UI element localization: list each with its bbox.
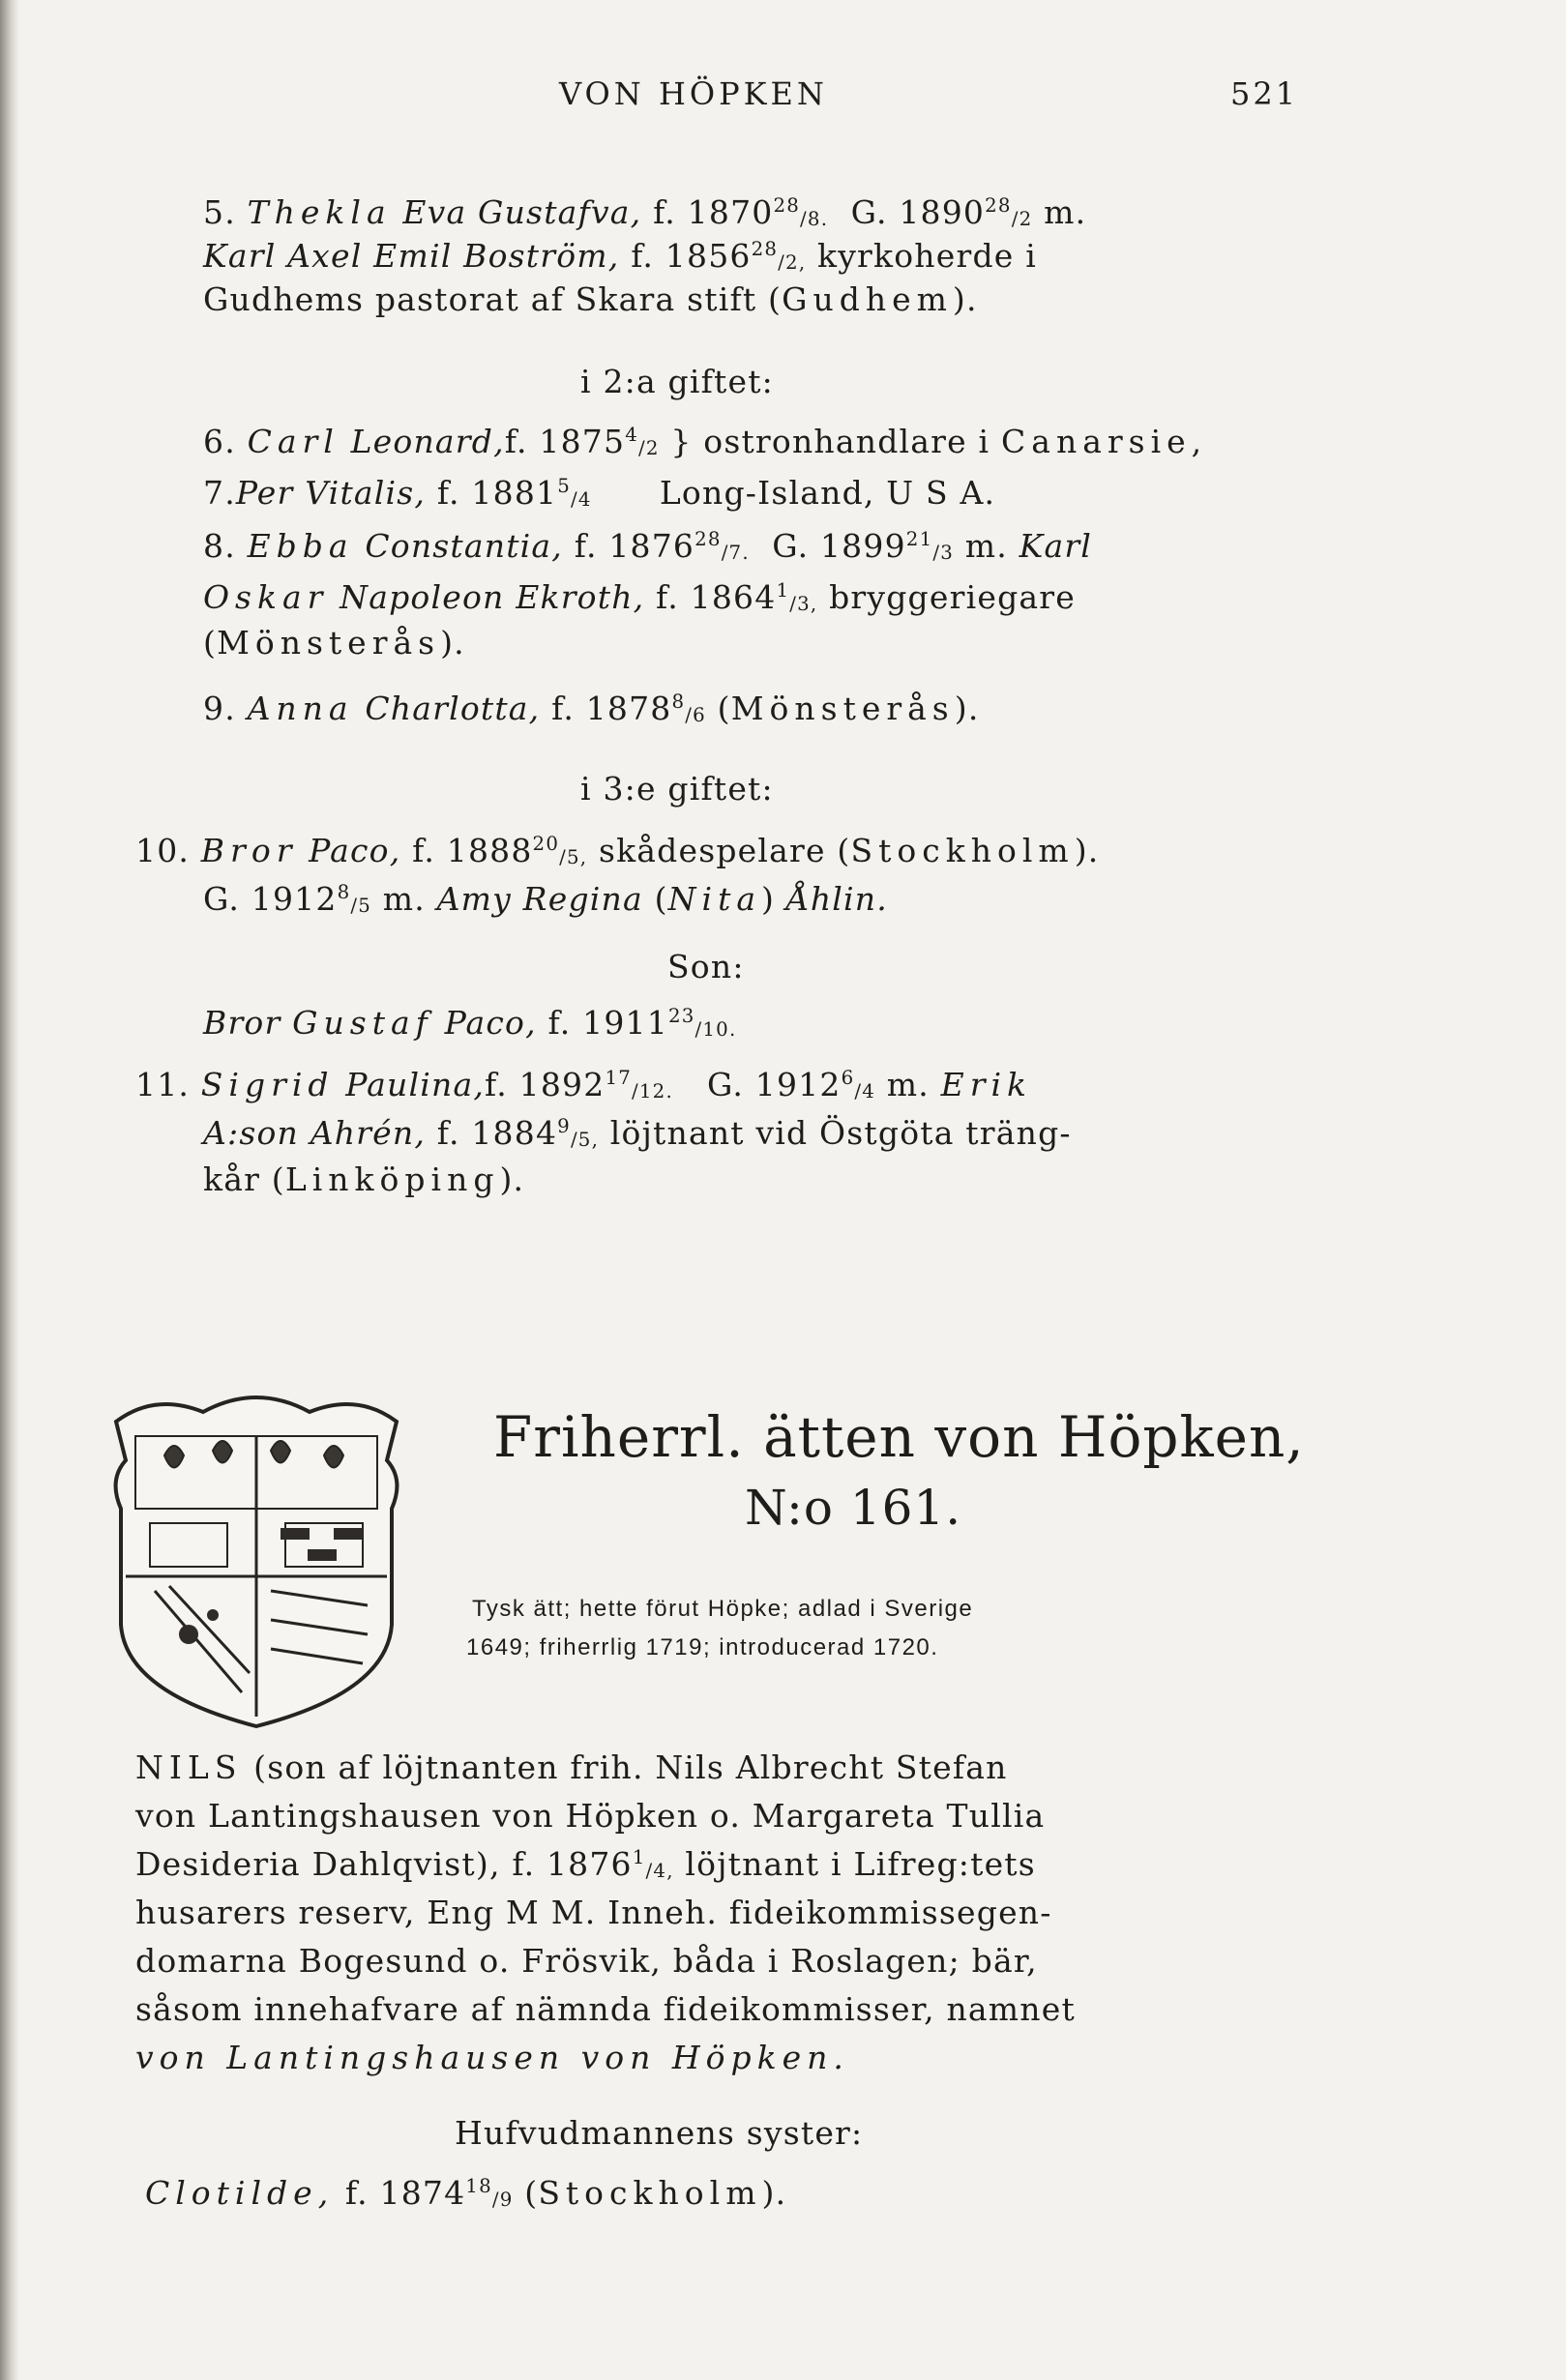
son-heading: Son: [667, 948, 745, 985]
section-number: N:o 161. [745, 1480, 962, 1536]
entry-10-line-1: 10. Bror Paco, f. $1888^{20}_{/5,}$ skådespelare (Stockholm). [135, 832, 1100, 869]
sister-entry: Clotilde, f. $1874^{18}_{/9}$ (Stockholm). [145, 2174, 787, 2212]
entry-11-line-3: kår (Linköping). [203, 1161, 525, 1198]
entry-8-line-1: 8. Ebba Constantia, f. $1876^{28}_{/7.}$ G. $1899^{21}_{/3}$ m. Karl [203, 527, 1093, 565]
nils-line-5: domarna Bogesund o. Frösvik, båda i Roslagen; bär, [135, 1942, 1038, 1980]
entry-6: 6. Carl Leonard,f. $1875^4_{/2}$ } ostronhandlare i Canarsie, [203, 423, 1208, 460]
nils-line-6: såsom innehafvare af nämnda fideikommisser, namnet [135, 1990, 1076, 2028]
page-edge-shadow [0, 0, 19, 2380]
section-note-line-1: Tysk ätt; hette förut Höpke; adlad i Sverige [472, 1596, 974, 1622]
nils-line-1: NILS (son af löjtnanten frih. Nils Albrecht Stefan [135, 1748, 1008, 1786]
entry-10-line-2: G. $1912^8_{/5}$ m. Amy Regina (Nita) Åhlin. [203, 880, 888, 918]
nils-line-3: Desideria Dahlqvist), f. $1876^1_{/4,}$ löjtnant i Lifreg:tets [135, 1845, 1036, 1883]
nils-line-7: von Lantingshausen von Höpken. [135, 2039, 849, 2076]
entry-7: 7.Per Vitalis, f. $1881^5_{/4}$ Long-Island, U S A. [203, 474, 996, 512]
nils-line-2: von Lantingshausen von Höpken o. Margareta Tullia [135, 1797, 1046, 1835]
coat-of-arms-icon [97, 1383, 416, 1731]
entry-8-line-2: Oskar Napoleon Ekroth, f. $1864^1_{/3,}$ bryggeriegare [203, 578, 1076, 616]
entry-11-line-1: 11. Sigrid Paulina,f. $1892^{17}_{/12.}$ G. $1912^6_{/4}$ m. Erik [135, 1066, 1033, 1103]
section-note-line-2: 1649; friherrlig 1719; introducerad 1720. [466, 1634, 939, 1660]
son-entry: Bror Gustaf Paco, f. $1911^{23}_{/10.}$ [203, 1004, 737, 1042]
running-header: VON HÖPKEN [559, 75, 828, 112]
sister-heading: Hufvudmannens syster: [455, 2114, 864, 2152]
entry-5-line-2: Karl Axel Emil Boström, f. $1856^{28}_{/2,}$ kyrkoherde i [203, 237, 1037, 275]
entry-5-line-1: 5. Thekla Eva Gustafva, f. $1870^{28}_{/8.}$ G. $1890^{28}_{/2}$ m. [203, 193, 1087, 231]
entry-11-line-2: A:son Ahrén, f. $1884^9_{/5,}$ löjtnant vid Östgöta träng- [203, 1114, 1072, 1152]
nils-line-4: husarers reserv, Eng M M. Inneh. fideikommissegen- [135, 1894, 1052, 1931]
marriage-2-heading: i 2:a giftet: [580, 363, 774, 400]
page-number: 521 [1230, 75, 1299, 112]
section-title: Friherrl. ätten von Höpken, [493, 1404, 1305, 1470]
marriage-3-heading: i 3:e giftet: [580, 770, 774, 808]
entry-8-line-3: (Mönsterås). [203, 624, 465, 661]
entry-5-line-3: Gudhems pastorat af Skara stift (Gudhem). [203, 280, 978, 318]
entry-9: 9. Anna Charlotta, f. $1878^8_{/6}$ (Mönsterås). [203, 690, 980, 727]
